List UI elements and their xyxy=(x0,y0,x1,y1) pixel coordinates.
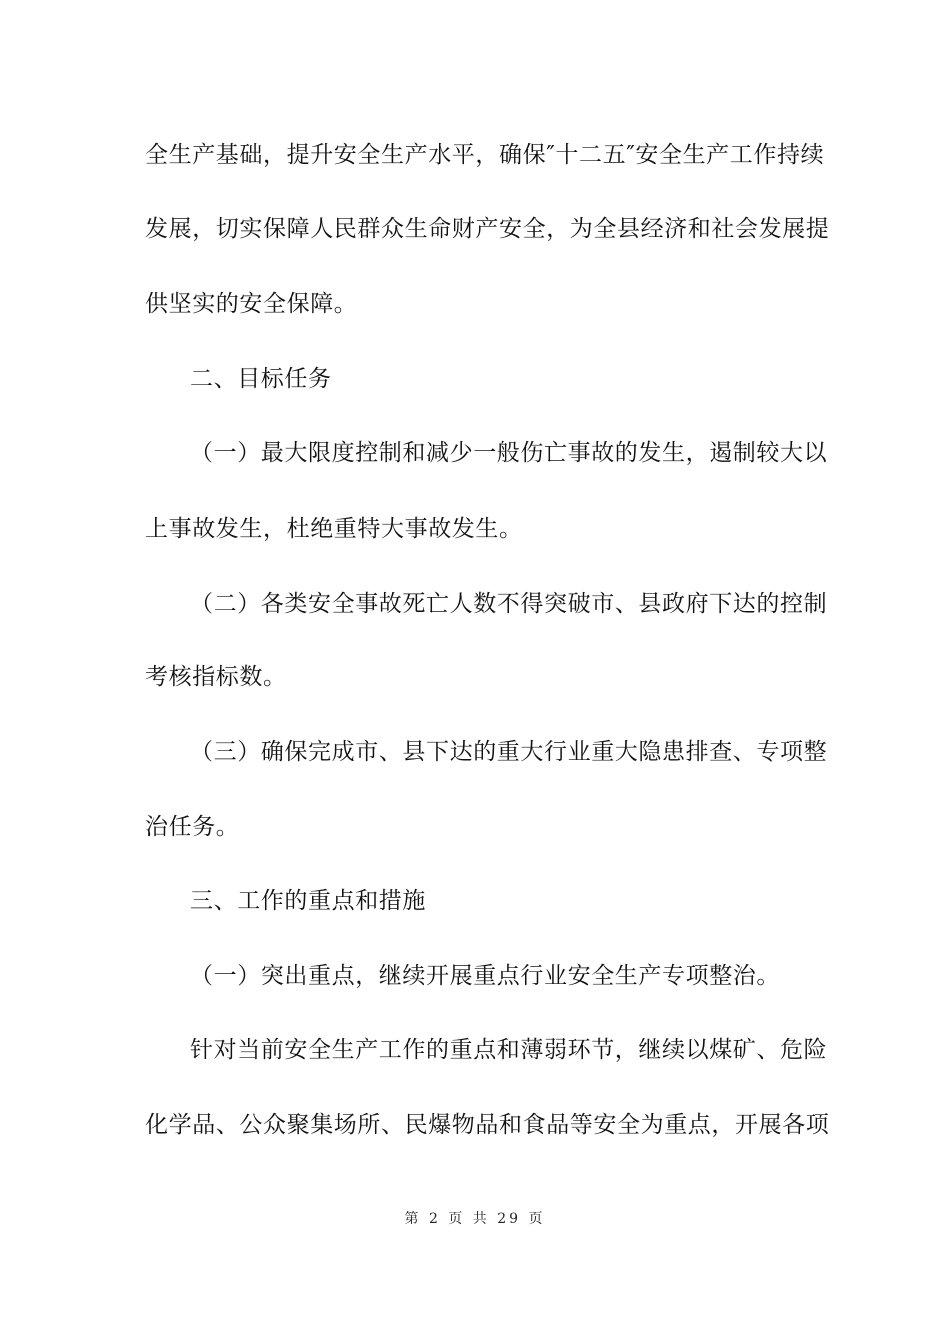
body-text-line: （二）各类安全事故死亡人数不得突破市、县政府下达的控制 xyxy=(190,591,828,617)
body-text-line: 供坚实的安全保障。 xyxy=(145,291,358,317)
body-text-line: （一）突出重点，继续开展重点行业安全生产专项整治。 xyxy=(190,963,780,989)
section-heading-measures: 三、工作的重点和措施 xyxy=(190,888,426,914)
body-text-line: 考核指标数。 xyxy=(145,664,287,690)
body-text-line: 针对当前安全生产工作的重点和薄弱环节，继续以煤矿、危险 xyxy=(190,1037,828,1063)
body-text-line: （一）最大限度控制和减少一般伤亡事故的发生，遏制较大以 xyxy=(190,440,828,466)
page-number-footer: 第 2 页 共 29 页 xyxy=(404,1211,546,1227)
body-text-line: 发展，切实保障人民群众生命财产安全，为全县经济和社会发展提 xyxy=(145,216,830,242)
body-text-line: 化学品、公众聚集场所、民爆物品和食品等安全为重点，开展各项 xyxy=(145,1112,830,1138)
body-text-line: 治任务。 xyxy=(145,814,240,840)
body-text-line: （三）确保完成市、县下达的重大行业重大隐患排查、专项整 xyxy=(190,739,828,765)
body-text-line: 全生产基础，提升安全生产水平，确保″十二五″安全生产工作持续 xyxy=(145,142,825,168)
body-text-line: 上事故发生，杜绝重特大事故发生。 xyxy=(145,516,523,542)
section-heading-goals: 二、目标任务 xyxy=(190,366,332,392)
